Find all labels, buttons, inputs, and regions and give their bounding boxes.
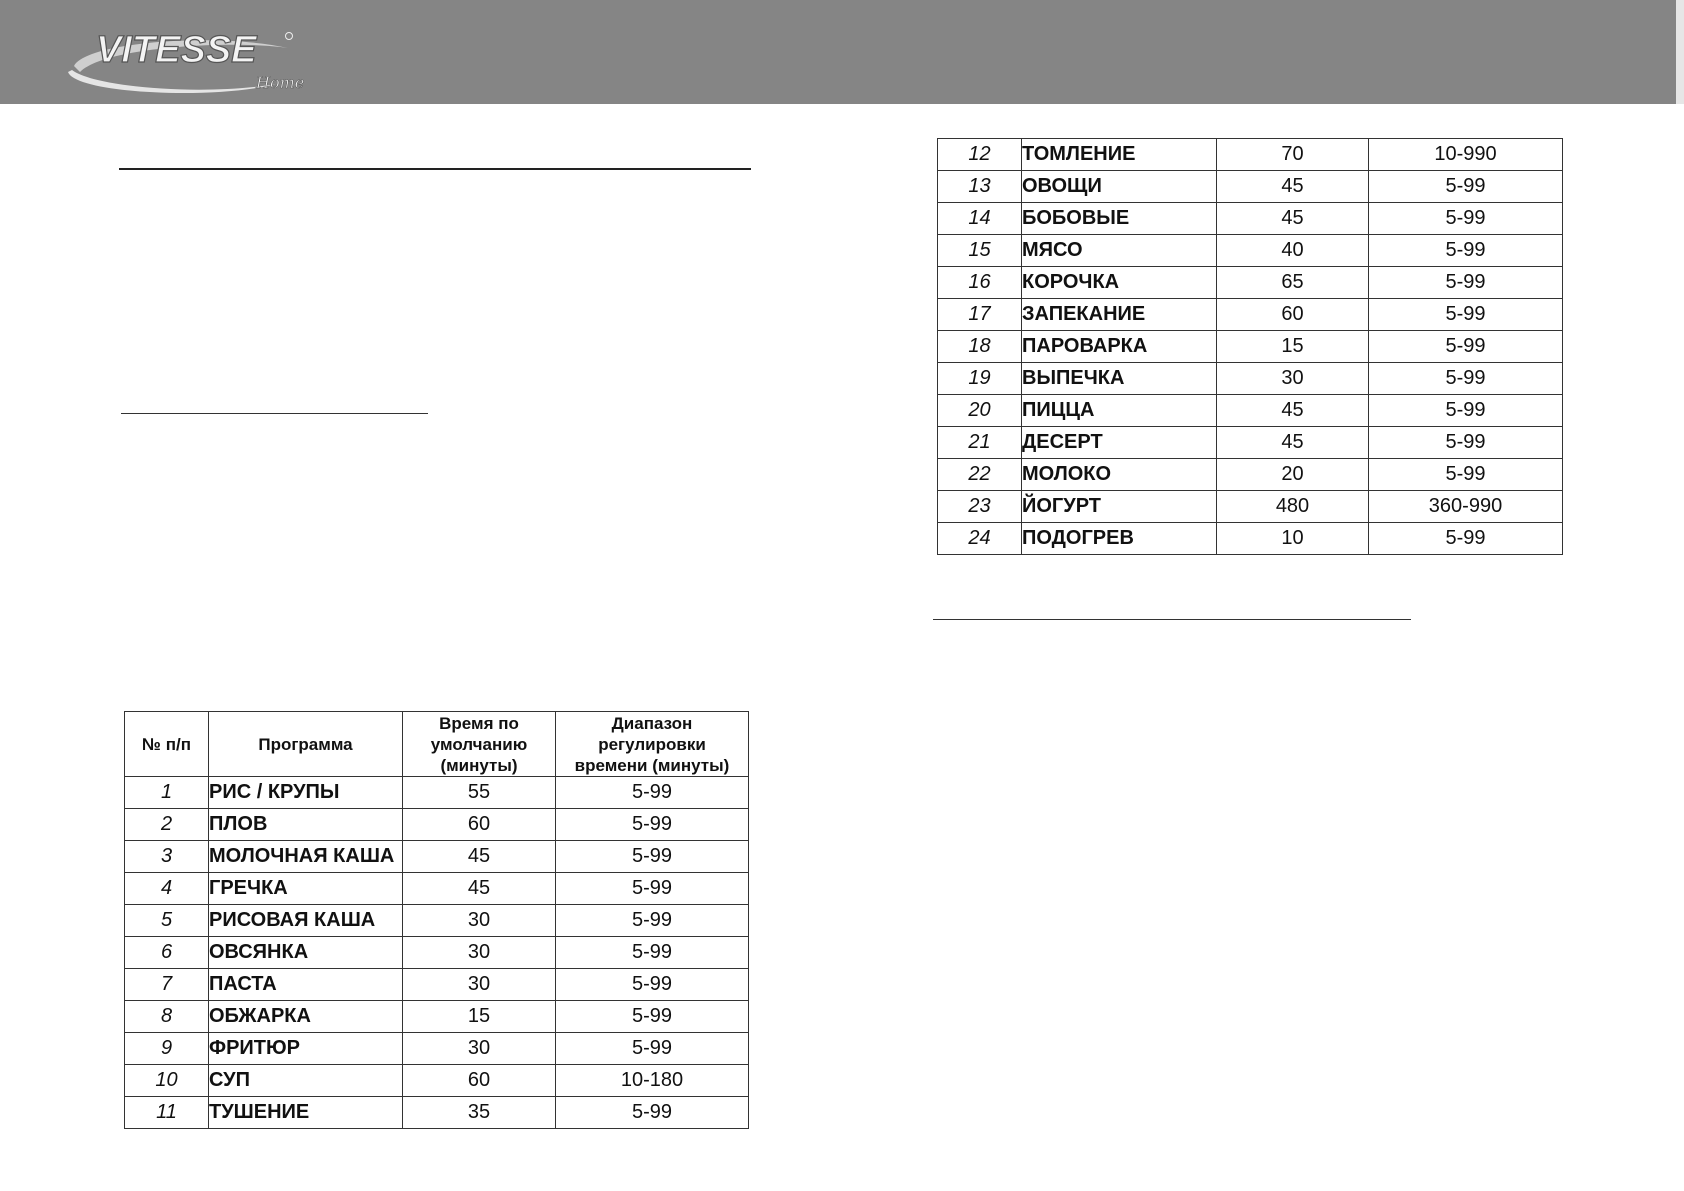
row-number: 19 — [938, 363, 1022, 395]
default-time: 40 — [1217, 235, 1369, 267]
default-time: 60 — [1217, 299, 1369, 331]
default-time: 15 — [1217, 331, 1369, 363]
row-number: 14 — [938, 203, 1022, 235]
row-number: 1 — [125, 777, 209, 809]
table-row — [125, 841, 749, 873]
default-time: 45 — [1217, 427, 1369, 459]
program-name: МОЛОКО — [1022, 459, 1217, 491]
row-number: 7 — [125, 969, 209, 1001]
table-row — [938, 203, 1563, 235]
program-table-right — [937, 138, 1563, 555]
row-number: 20 — [938, 395, 1022, 427]
row-number: 13 — [938, 171, 1022, 203]
default-time: 65 — [1217, 267, 1369, 299]
table-row — [125, 905, 749, 937]
row-number: 16 — [938, 267, 1022, 299]
header-number: № п/п — [125, 712, 209, 777]
table-row — [125, 873, 749, 905]
program-name: ЙОГУРТ — [1022, 491, 1217, 523]
table-row — [938, 171, 1563, 203]
table-row — [938, 459, 1563, 491]
program-name: ПАРОВАРКА — [1022, 331, 1217, 363]
row-number: 9 — [125, 1033, 209, 1065]
row-number: 3 — [125, 841, 209, 873]
default-time: 70 — [1217, 139, 1369, 171]
program-name: КОРОЧКА — [1022, 267, 1217, 299]
program-name: БОБОВЫЕ — [1022, 203, 1217, 235]
row-number: 2 — [125, 809, 209, 841]
program-name: ВЫПЕЧКА — [1022, 363, 1217, 395]
program-name: ДЕСЕРТ — [1022, 427, 1217, 459]
time-range: 10-180 — [556, 1065, 749, 1097]
table-row — [125, 1065, 749, 1097]
program-name: РИС / КРУПЫ — [209, 777, 403, 809]
time-range: 5-99 — [1369, 523, 1563, 555]
default-time: 10 — [1217, 523, 1369, 555]
table-header-row — [125, 712, 749, 777]
table-row — [938, 523, 1563, 555]
time-range: 5-99 — [556, 1001, 749, 1033]
table-row — [125, 1001, 749, 1033]
time-range: 5-99 — [1369, 235, 1563, 267]
default-time: 45 — [403, 873, 556, 905]
default-time: 60 — [403, 1065, 556, 1097]
default-time: 15 — [403, 1001, 556, 1033]
row-number: 12 — [938, 139, 1022, 171]
header-edge — [1676, 0, 1684, 104]
program-name: ПЛОВ — [209, 809, 403, 841]
program-name: РИСОВАЯ КАША — [209, 905, 403, 937]
time-range: 5-99 — [556, 969, 749, 1001]
default-time: 30 — [403, 905, 556, 937]
program-name: ЗАПЕКАНИЕ — [1022, 299, 1217, 331]
heading-rule-3 — [933, 619, 1411, 620]
program-name: МЯСО — [1022, 235, 1217, 267]
vitesse-logo — [66, 22, 306, 100]
time-range: 5-99 — [1369, 299, 1563, 331]
time-range: 5-99 — [1369, 427, 1563, 459]
table-row — [938, 267, 1563, 299]
row-number: 5 — [125, 905, 209, 937]
program-name: ПАСТА — [209, 969, 403, 1001]
table-row — [125, 1033, 749, 1065]
program-name: ТОМЛЕНИЕ — [1022, 139, 1217, 171]
table-row — [125, 809, 749, 841]
program-name: МОЛОЧНАЯ КАША — [209, 841, 403, 873]
time-range: 5-99 — [1369, 267, 1563, 299]
table-row — [125, 1097, 749, 1129]
row-number: 6 — [125, 937, 209, 969]
default-time: 480 — [1217, 491, 1369, 523]
heading-rule-2 — [121, 413, 428, 414]
default-time: 45 — [403, 841, 556, 873]
default-time: 30 — [1217, 363, 1369, 395]
row-number: 15 — [938, 235, 1022, 267]
time-range: 5-99 — [1369, 395, 1563, 427]
program-name: ОБЖАРКА — [209, 1001, 403, 1033]
time-range: 5-99 — [556, 841, 749, 873]
program-name: ГРЕЧКА — [209, 873, 403, 905]
table-row — [938, 363, 1563, 395]
time-range: 5-99 — [1369, 203, 1563, 235]
default-time: 45 — [1217, 203, 1369, 235]
time-range: 5-99 — [1369, 363, 1563, 395]
time-range: 10-990 — [1369, 139, 1563, 171]
default-time: 60 — [403, 809, 556, 841]
table-row — [125, 777, 749, 809]
table-row — [938, 427, 1563, 459]
time-range: 360-990 — [1369, 491, 1563, 523]
default-time: 35 — [403, 1097, 556, 1129]
table-row — [938, 139, 1563, 171]
table-row — [938, 299, 1563, 331]
time-range: 5-99 — [556, 937, 749, 969]
heading-rule-1 — [119, 168, 751, 170]
logo-text: VITESSE — [96, 29, 257, 71]
row-number: 24 — [938, 523, 1022, 555]
time-range: 5-99 — [556, 777, 749, 809]
table-row — [938, 331, 1563, 363]
program-name: ФРИТЮР — [209, 1033, 403, 1065]
time-range: 5-99 — [1369, 171, 1563, 203]
time-range: 5-99 — [556, 905, 749, 937]
header-range: Диапазон регулировки времени (минуты) — [556, 712, 749, 777]
time-range: 5-99 — [556, 809, 749, 841]
program-name: ОВОЩИ — [1022, 171, 1217, 203]
default-time: 45 — [1217, 171, 1369, 203]
row-number: 23 — [938, 491, 1022, 523]
program-name: ПОДОГРЕВ — [1022, 523, 1217, 555]
default-time: 20 — [1217, 459, 1369, 491]
header-program: Программа — [209, 712, 403, 777]
time-range: 5-99 — [1369, 331, 1563, 363]
table-row — [125, 969, 749, 1001]
table-row — [938, 235, 1563, 267]
row-number: 11 — [125, 1097, 209, 1129]
page-header — [0, 0, 1684, 104]
default-time: 30 — [403, 1033, 556, 1065]
row-number: 21 — [938, 427, 1022, 459]
row-number: 17 — [938, 299, 1022, 331]
row-number: 18 — [938, 331, 1022, 363]
row-number: 4 — [125, 873, 209, 905]
time-range: 5-99 — [1369, 459, 1563, 491]
default-time: 30 — [403, 969, 556, 1001]
program-name: ОВСЯНКА — [209, 937, 403, 969]
row-number: 8 — [125, 1001, 209, 1033]
row-number: 10 — [125, 1065, 209, 1097]
time-range: 5-99 — [556, 1033, 749, 1065]
table-row — [938, 395, 1563, 427]
program-name: ПИЦЦА — [1022, 395, 1217, 427]
program-name: ТУШЕНИЕ — [209, 1097, 403, 1129]
table-row — [125, 937, 749, 969]
header-default-time: Время по умолчанию (минуты) — [403, 712, 556, 777]
row-number: 22 — [938, 459, 1022, 491]
time-range: 5-99 — [556, 873, 749, 905]
default-time: 45 — [1217, 395, 1369, 427]
default-time: 55 — [403, 777, 556, 809]
table-row — [938, 491, 1563, 523]
program-table-left — [124, 711, 749, 1129]
time-range: 5-99 — [556, 1097, 749, 1129]
default-time: 30 — [403, 937, 556, 969]
logo-subtext: Home — [256, 73, 305, 92]
program-name: СУП — [209, 1065, 403, 1097]
